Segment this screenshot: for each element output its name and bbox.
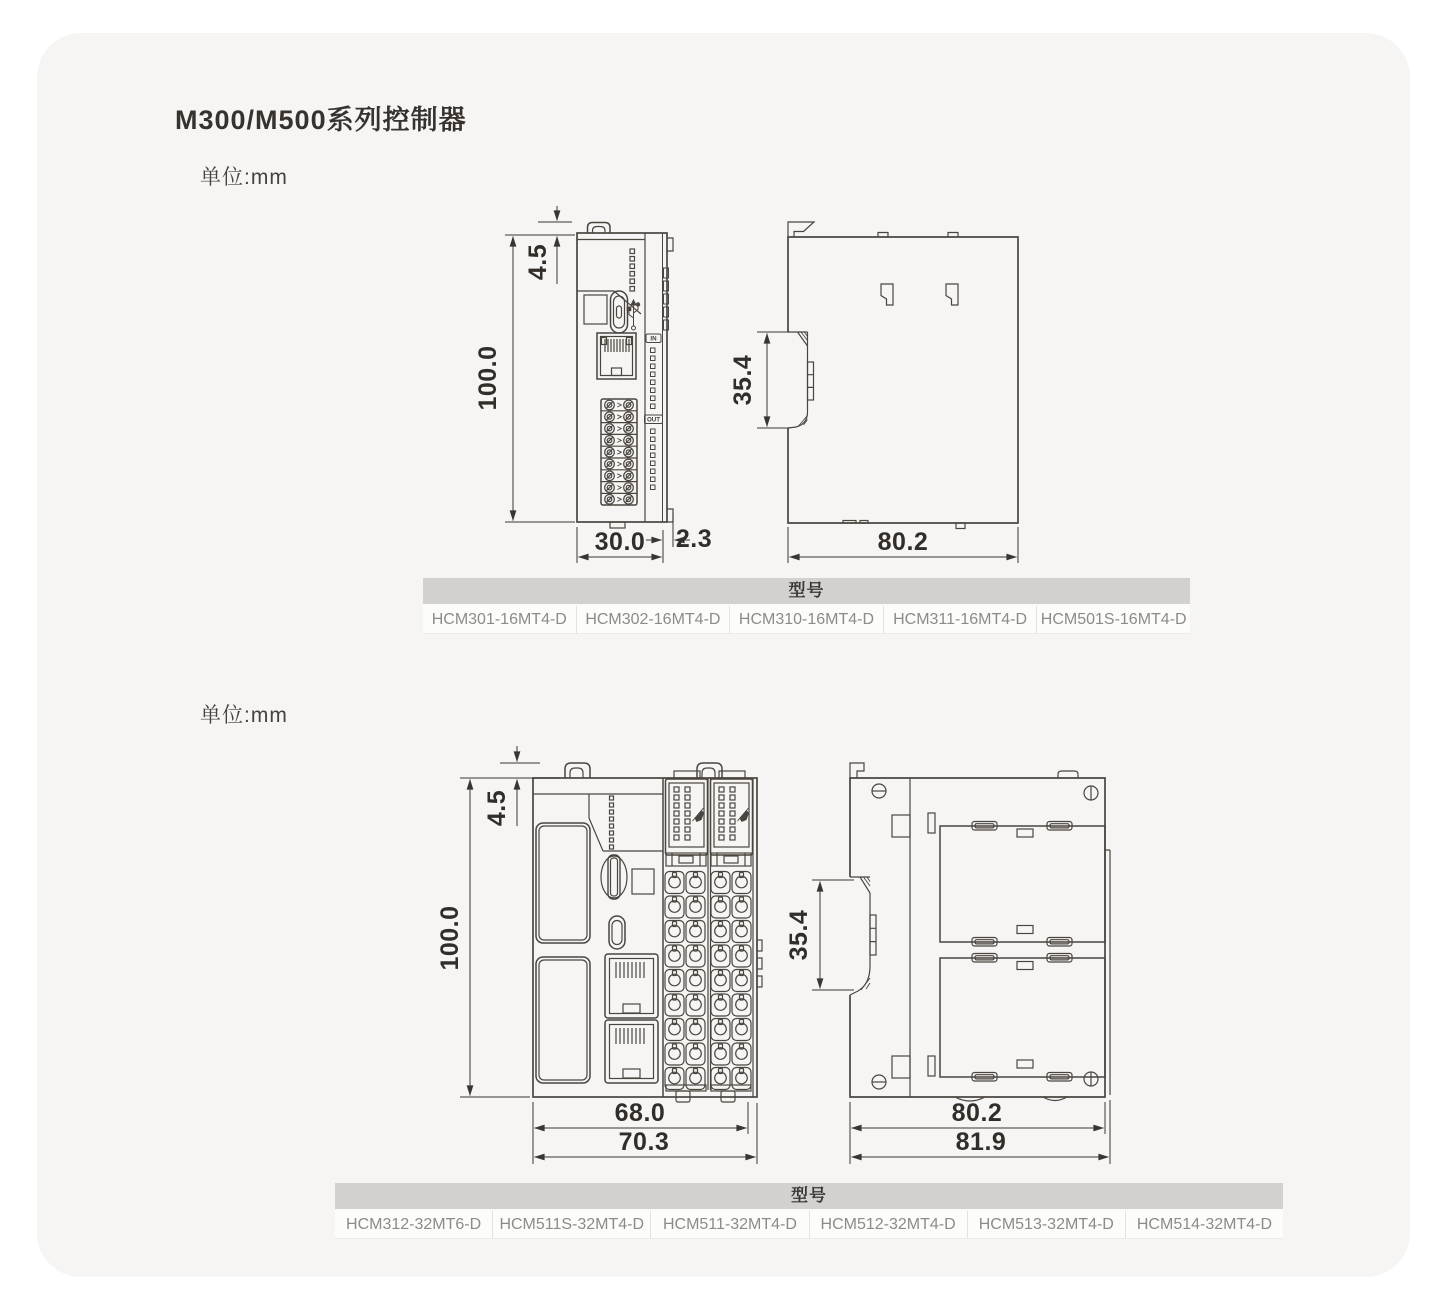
dim-width-16pt: 30.0 (594, 528, 646, 556)
model-table-32pt (335, 1183, 1283, 1239)
din-rail-clip (788, 332, 814, 428)
unit-label-1: 单位:mm (200, 166, 288, 189)
out-label: OUT (646, 416, 661, 424)
dim-height-32pt: 100.0 (436, 905, 464, 971)
dim-tab-16pt: 4.5 (524, 243, 552, 281)
usb-c-port (609, 916, 625, 949)
terminal-block (601, 399, 637, 505)
ethernet-port-1 (605, 954, 658, 1018)
ethernet-port (597, 333, 636, 379)
dim-rail-32pt: 35.4 (785, 909, 813, 961)
dim-width-total-32pt: 70.3 (618, 1128, 670, 1156)
expansion-module-1 (940, 822, 1105, 947)
dim-hook-16pt: 2.3 (675, 525, 713, 553)
in-label: IN (650, 335, 657, 343)
page-title: M300/M500系列控制器 (175, 105, 467, 135)
status-leds (610, 796, 614, 849)
dim-tab-32pt: 4.5 (483, 789, 511, 827)
unit-label-2: 单位:mm (200, 704, 288, 727)
model-cell: HCM501S-16MT4-D (1036, 606, 1190, 634)
expansion-module-2 (940, 954, 1105, 1082)
model-cell: HCM512-32MT4-D (809, 1211, 967, 1239)
front-view-16pt (577, 223, 673, 529)
model-cell: HCM302-16MT4-D (576, 606, 730, 634)
model-cell: HCM513-32MT4-D (967, 1211, 1125, 1239)
drawing-16pt (440, 198, 1080, 578)
mounting-tab (565, 763, 590, 778)
access-doors (536, 823, 590, 1083)
model-table-header: 型号 (423, 578, 1190, 604)
mounting-tab (588, 223, 611, 234)
side-view-16pt (788, 222, 1018, 529)
model-cell: HCM511S-32MT4-D (492, 1211, 650, 1239)
status-leds (630, 249, 635, 291)
dim-rail-16pt: 35.4 (729, 354, 757, 406)
dim-width-body-32pt: 68.0 (614, 1099, 666, 1127)
model-cell: HCM311-16MT4-D (883, 606, 1037, 634)
model-table-header: 型号 (335, 1183, 1283, 1209)
io-led-strip (645, 268, 669, 490)
ethernet-port-2 (605, 1020, 658, 1083)
drawing-32pt (430, 735, 1190, 1180)
dimensions-16pt (505, 206, 1018, 563)
model-cell: HCM310-16MT4-D (729, 606, 883, 634)
usb-c-port (611, 291, 628, 333)
model-cell: HCM312-32MT6-D (335, 1211, 492, 1239)
dim-depth-16pt: 80.2 (877, 528, 929, 556)
front-view-32pt (533, 763, 762, 1102)
din-rail-clip (850, 877, 876, 995)
table-row (423, 604, 1190, 634)
table-row (335, 1209, 1283, 1239)
model-cell: HCM301-16MT4-D (423, 606, 576, 634)
dim-height-16pt: 100.0 (474, 345, 502, 411)
dim-depth-total-32pt: 81.9 (955, 1128, 1007, 1156)
sd-card-slot (601, 855, 627, 899)
model-table-16pt (423, 578, 1190, 634)
model-cell: HCM511-32MT4-D (650, 1211, 808, 1239)
side-view-32pt (850, 763, 1110, 1101)
model-cell: HCM514-32MT4-D (1125, 1211, 1283, 1239)
dim-depth-body-32pt: 80.2 (951, 1099, 1003, 1127)
